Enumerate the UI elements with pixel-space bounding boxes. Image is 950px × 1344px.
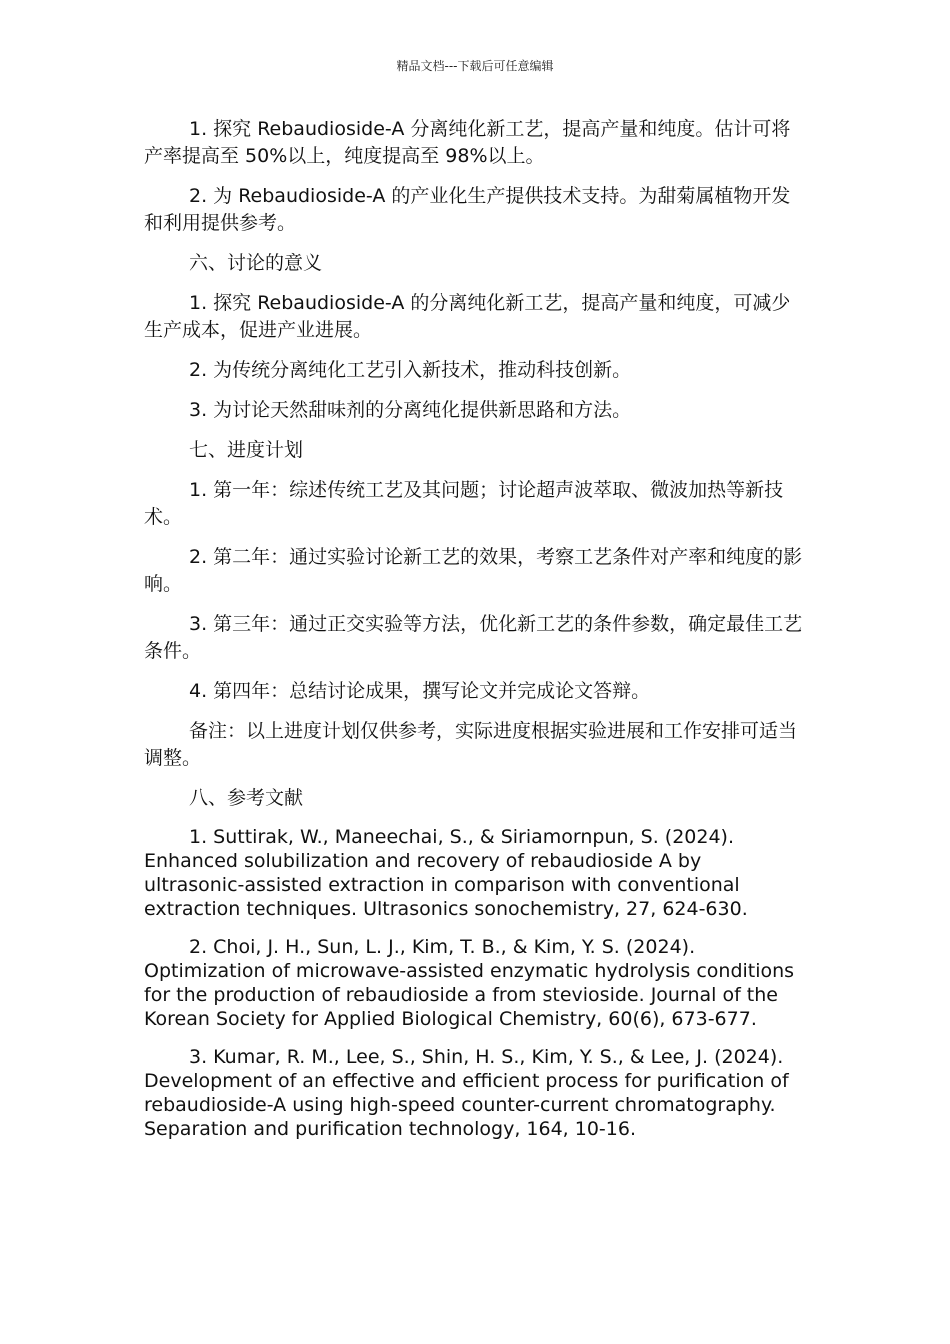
section-heading-references: 八、参考文献 <box>189 787 304 809</box>
goal-item-1: 1. 探究 Rebaudioside-A 分离纯化新工艺，提高产量和纯度。估计可将产率提高至 50%以上，纯度提高至 98%以上。 <box>144 118 791 167</box>
schedule-item-1: 1. 第一年：综述传统工艺及其问题；讨论超声波萃取、微波加热等新技术。 <box>144 479 784 528</box>
schedule-item-3: 3. 第三年：通过正交实验等方法，优化新工艺的条件参数，确定最佳工艺条件。 <box>144 613 803 662</box>
goal-item-2: 2. 为 Rebaudioside-A 的产业化生产提供技术支持。为甜菊属植物开发和利用提供参考。 <box>144 185 791 234</box>
significance-item-3: 3. 为讨论天然甜味剂的分离纯化提供新思路和方法。 <box>189 399 632 421</box>
significance-item-1: 1. 探究 Rebaudioside-A 的分离纯化新工艺，提高产量和纯度，可减少生产成本，促进产业进展。 <box>144 292 791 341</box>
reference-item-3: 3. Kumar, R. M., Lee, S., Shin, H. S., Kim, Y. S., & Lee, J. (2024). Development of an effective and efficient process for purification of rebaudioside-A using high-speed counter-current chromatography. Separation and purification technology, 164, 10-16. <box>144 1046 789 1140</box>
section-heading-significance: 六、讨论的意义 <box>189 252 323 274</box>
schedule-item-2: 2. 第二年：通过实验讨论新工艺的效果，考察工艺条件对产率和纯度的影响。 <box>144 546 803 595</box>
schedule-item-4: 4. 第四年：总结讨论成果，撰写论文并完成论文答辩。 <box>189 680 651 702</box>
reference-item-1: 1. Suttirak, W., Maneechai, S., & Siriamornpun, S. (2024). Enhanced solubilization and recovery of rebaudioside A by ultrasonic-assisted extraction in comparison with conventional extraction techniques. Ultrasonics sonochemistry, 27, 624-630. <box>144 826 748 920</box>
reference-item-2: 2. Choi, J. H., Sun, L. J., Kim, T. B., & Kim, Y. S. (2024). Optimization of microwave-assisted enzymatic hydrolysis conditions for the production of rebaudioside a from stevioside. Journal of the Korean Society for Applied Biological Chemistry, 60(6), 673-677. <box>144 936 795 1030</box>
significance-item-2: 2. 为传统分离纯化工艺引入新技术，推动科技创新。 <box>189 359 632 381</box>
schedule-note: 备注：以上进度计划仅供参考，实际进度根据实验进展和工作安排可适当调整。 <box>144 720 798 769</box>
page-header: 精品文档---下载后可任意编辑 <box>396 59 554 73</box>
section-heading-schedule: 七、进度计划 <box>189 439 304 461</box>
document-body <box>144 116 806 1155</box>
